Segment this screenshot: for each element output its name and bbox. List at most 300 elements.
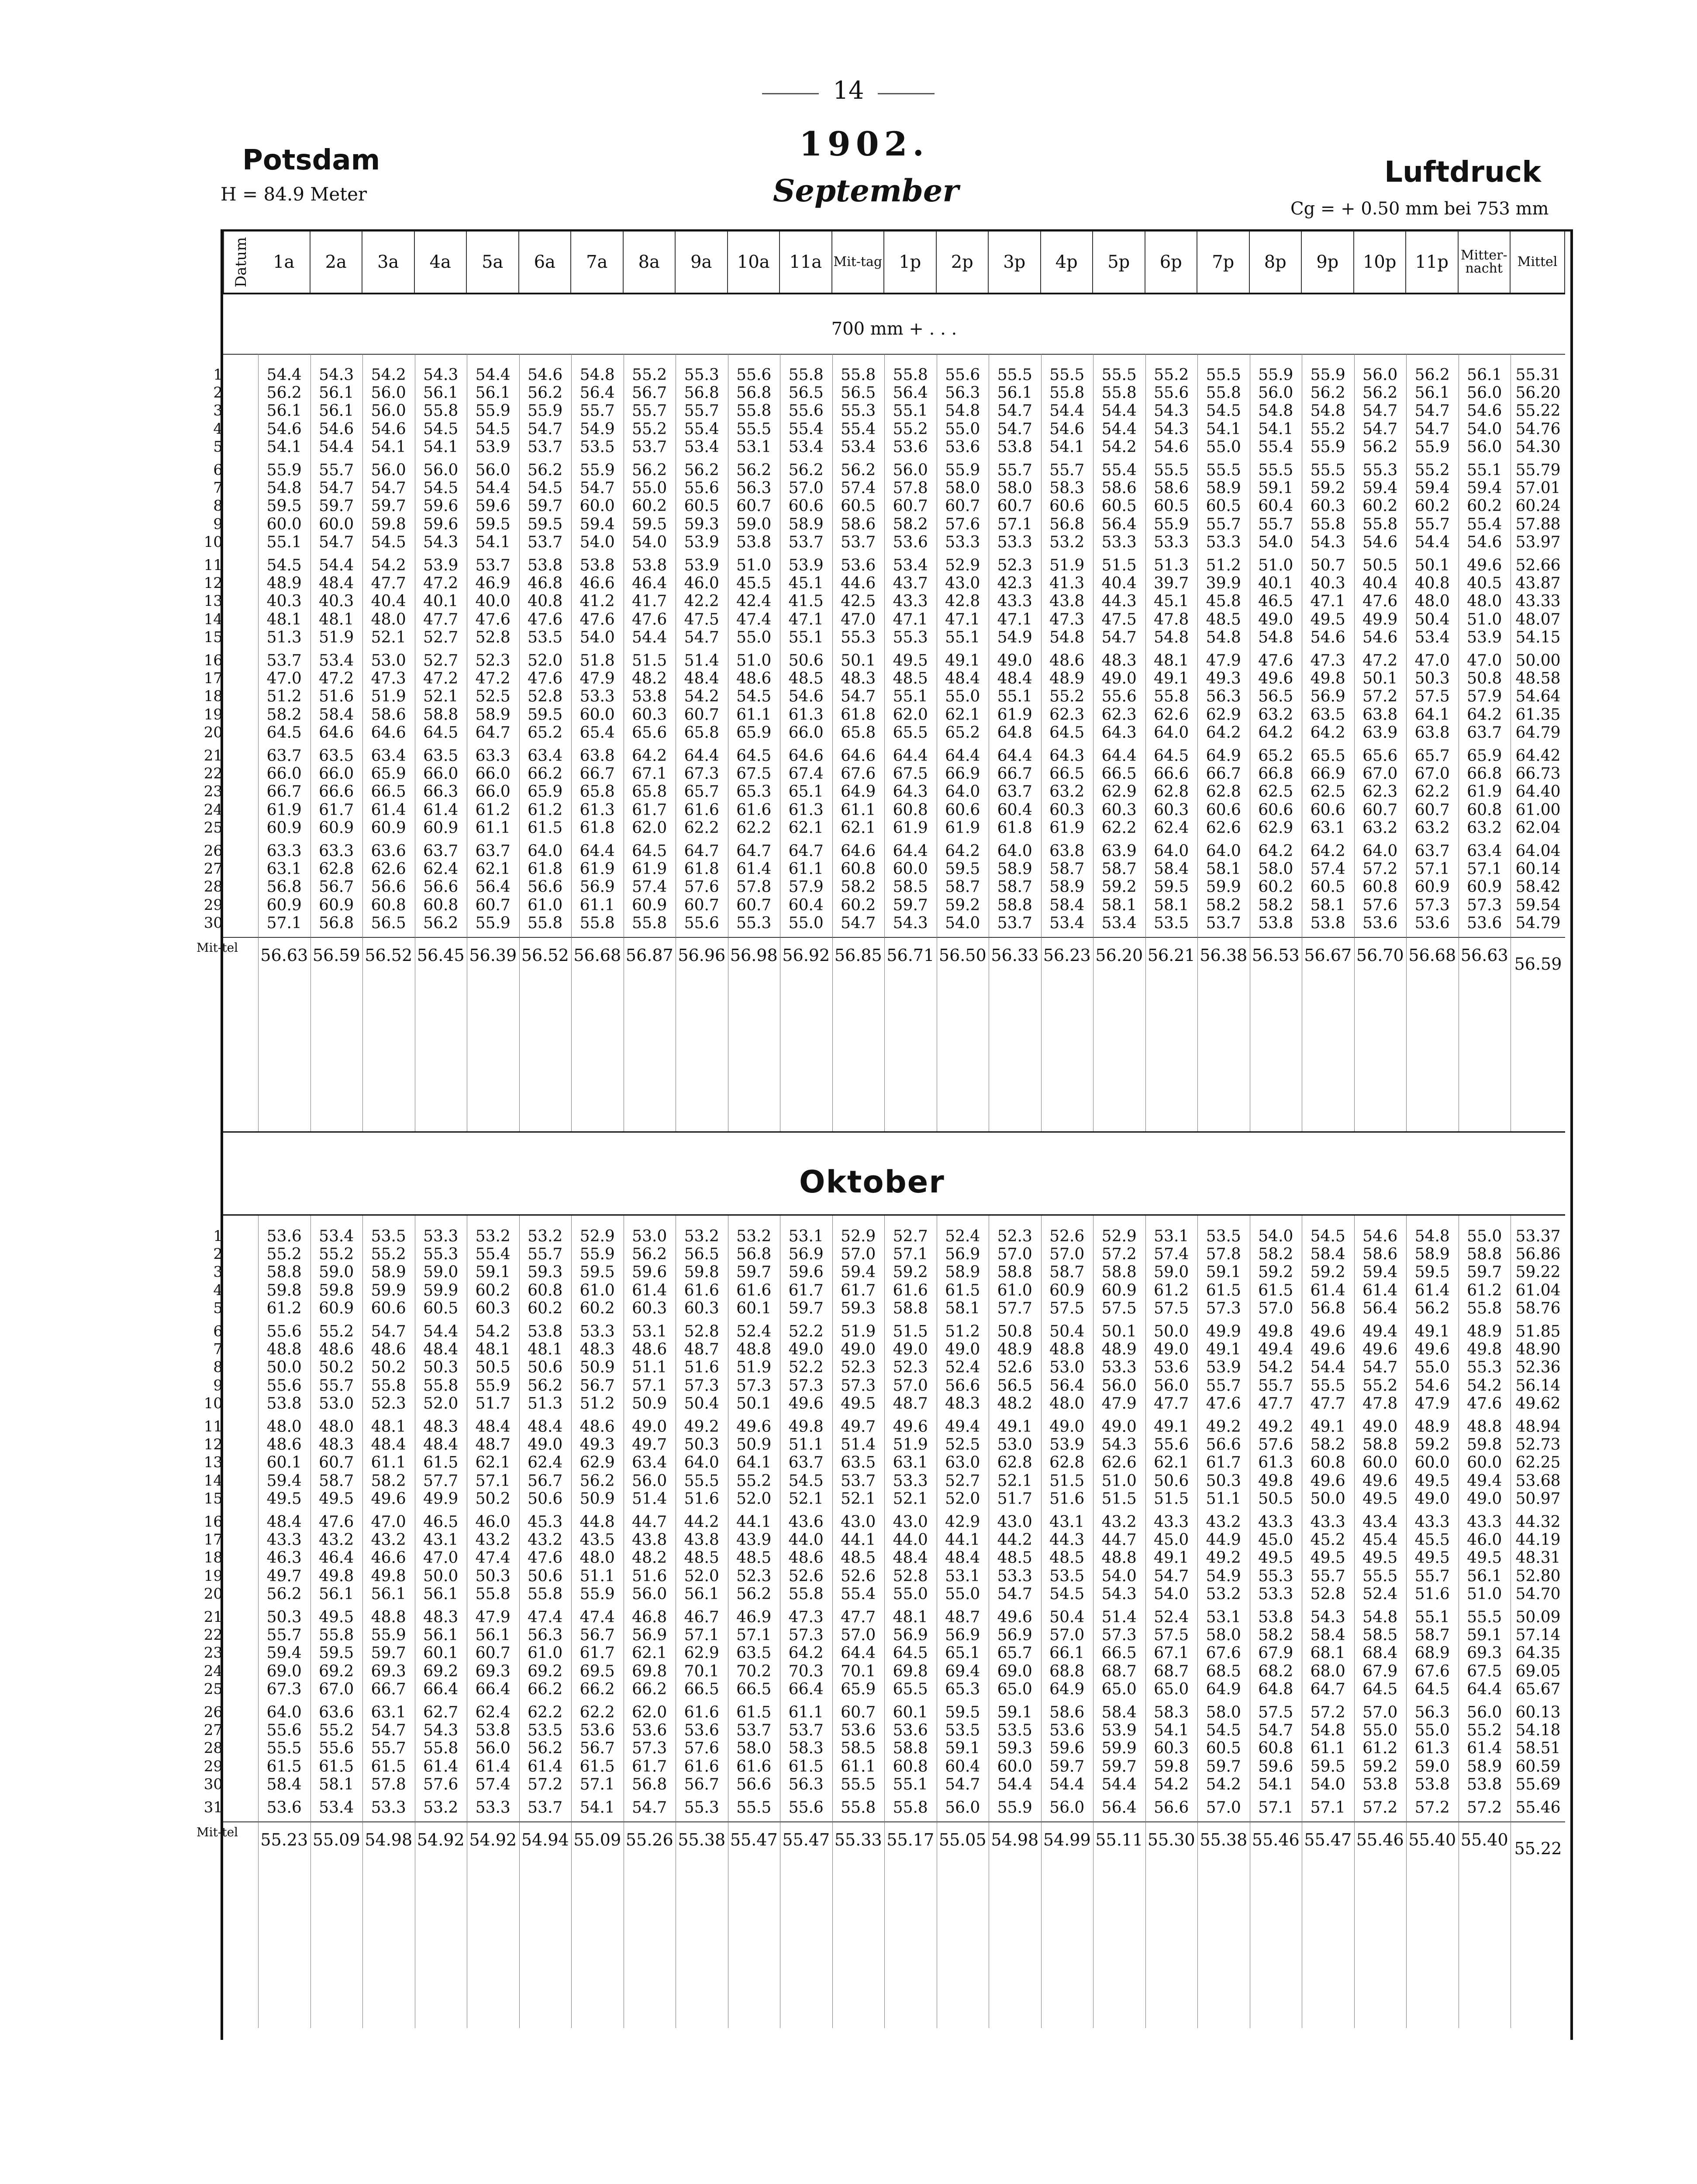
hourly-value: 59.7 [1467,1263,1502,1282]
hourly-value: 47.1 [893,610,928,629]
hourly-value: 55.2 [319,1323,354,1341]
hourly-value: 55.8 [528,1585,563,1603]
hourly-value: 52.3 [997,1227,1032,1245]
hourly-value: 55.7 [997,461,1032,479]
hourly-value: 46.6 [371,1549,406,1567]
hourly-value: 58.4 [1049,896,1085,914]
hourly-value: 68.1 [1310,1644,1345,1662]
hourly-value: 51.4 [1101,1608,1137,1626]
daily-mean: 55.22 [1515,402,1561,420]
hourly-value: 55.6 [1154,1436,1189,1454]
day-number: 23 [204,783,223,801]
hourly-value: 48.3 [319,1436,354,1454]
hourly-value: 56.9 [945,1626,980,1645]
hourly-value: 60.8 [841,860,876,878]
hourly-mean: 55.26 [625,1830,673,1849]
table-row [0,366,1697,384]
hourly-value: 52.5 [475,688,510,706]
hourly-value: 51.9 [371,688,406,706]
hourly-value: 53.8 [736,533,772,551]
hourly-value: 54.7 [632,1799,667,1817]
station-name: Potsdam [242,144,380,176]
hourly-value: 54.7 [1362,1358,1398,1377]
hourly-value: 61.1 [1310,1739,1345,1758]
hourly-value: 57.0 [893,1376,928,1395]
table-row [0,1513,1697,1531]
hourly-value: 56.2 [528,384,563,402]
hourly-value: 58.0 [1258,860,1293,878]
daily-mean: 51.85 [1515,1323,1561,1341]
hourly-value: 61.8 [528,860,563,878]
hourly-value: 60.5 [423,1299,459,1317]
hourly-value: 56.9 [1310,688,1345,706]
hourly-value: 53.7 [528,438,563,456]
hourly-value: 55.8 [371,1376,406,1395]
hourly-value: 49.4 [1258,1341,1293,1359]
hourly-value: 48.0 [1414,592,1450,611]
hourly-value: 60.7 [736,896,772,914]
hourly-value: 52.6 [997,1358,1032,1377]
hourly-value: 56.6 [945,1376,980,1395]
hourly-value: 55.0 [632,479,667,498]
hourly-value: 50.6 [528,1489,563,1508]
hourly-value: 60.3 [632,1299,667,1317]
table-row [0,860,1697,878]
hourly-value: 53.7 [528,533,563,551]
hourly-value: 53.5 [371,1227,406,1245]
hourly-value: 47.7 [1310,1394,1345,1413]
hourly-value: 63.5 [736,1644,772,1662]
hourly-value: 59.5 [319,1644,354,1662]
hourly-value: 55.0 [1362,1721,1398,1740]
hourly-value: 56.8 [1049,515,1085,533]
hourly-value: 57.5 [1049,1299,1085,1317]
hourly-value: 67.4 [788,765,824,783]
hourly-value: 58.1 [1154,896,1189,914]
hourly-value: 56.2 [266,1585,302,1603]
hourly-mean: 56.87 [625,945,673,965]
hourly-value: 55.2 [736,1472,772,1490]
hourly-value: 52.4 [945,1227,980,1245]
hourly-value: 47.2 [423,574,459,593]
hourly-value: 56.1 [1467,366,1502,384]
hourly-value: 52.7 [945,1472,980,1490]
hourly-value: 55.0 [1414,1358,1450,1377]
hourly-value: 54.6 [528,366,563,384]
day-number: 16 [204,1513,223,1531]
hourly-value: 58.5 [893,878,928,896]
hourly-value: 54.0 [579,628,615,646]
hourly-value: 53.3 [893,1472,928,1490]
column-rule [832,1216,833,2028]
hourly-value: 47.8 [1154,610,1189,629]
table-row [0,896,1697,914]
hourly-value: 58.8 [1362,1436,1398,1454]
hourly-value: 47.5 [1101,610,1137,629]
day-number: 25 [204,1680,223,1698]
day-number: 19 [204,1567,223,1585]
hourly-value: 60.1 [423,1644,459,1662]
hourly-value: 54.9 [579,420,615,438]
hourly-value: 53.9 [1049,1436,1085,1454]
hourly-value: 58.6 [1154,479,1189,498]
hourly-value: 46.9 [736,1608,772,1626]
hourly-value: 59.5 [945,1704,980,1721]
hourly-value: 52.8 [893,1567,928,1585]
hourly-value: 55.5 [266,1739,302,1758]
hourly-value: 59.6 [423,497,459,515]
hourly-value: 54.8 [1414,1227,1450,1245]
hourly-value: 46.4 [632,574,667,593]
hourly-value: 54.0 [1258,533,1293,551]
hourly-value: 53.2 [736,1227,772,1245]
hourly-value: 56.0 [475,461,510,479]
hourly-value: 49.5 [1467,1549,1502,1567]
daily-mean: 64.35 [1515,1644,1561,1662]
day-number: 3 [213,402,223,420]
hourly-value: 54.7 [371,1323,406,1341]
daily-mean: 58.76 [1515,1299,1561,1317]
hourly-value: 43.8 [632,1531,667,1549]
hourly-value: 59.0 [1414,1757,1450,1776]
hourly-value: 62.6 [371,860,406,878]
hourly-value: 57.7 [997,1299,1032,1317]
hourly-value: 62.6 [1101,1454,1137,1472]
hourly-value: 55.8 [423,1739,459,1758]
hourly-value: 61.8 [684,860,719,878]
hourly-value: 54.5 [371,533,406,551]
hourly-value: 51.3 [528,1394,563,1413]
hourly-mean: 56.63 [260,945,308,965]
hourly-value: 66.7 [266,783,302,801]
hourly-value: 65.8 [632,783,667,801]
hourly-value: 60.3 [1310,497,1345,515]
daily-mean: 69.05 [1515,1662,1561,1680]
hourly-value: 54.6 [1414,1376,1450,1395]
hourly-value: 70.1 [684,1662,719,1680]
daily-mean: 64.40 [1515,783,1561,801]
hourly-value: 54.3 [423,366,459,384]
hourly-value: 55.4 [841,1585,876,1603]
hourly-value: 59.2 [1414,1436,1450,1454]
table-row [0,592,1697,610]
header-hour: 8a [624,232,676,293]
hourly-value: 55.7 [1258,1376,1293,1395]
hourly-value: 64.1 [1414,705,1450,724]
hourly-value: 54.8 [1049,628,1085,646]
hourly-value: 43.2 [1206,1513,1241,1531]
hourly-value: 59.6 [632,1263,667,1282]
hourly-value: 54.3 [1154,402,1189,420]
hourly-value: 58.9 [1467,1757,1502,1776]
hourly-value: 59.4 [1362,1263,1398,1282]
hourly-value: 55.8 [841,1799,876,1817]
hourly-value: 50.0 [1310,1489,1345,1508]
hourly-value: 67.9 [1258,1644,1293,1662]
hourly-value: 68.2 [1258,1662,1293,1680]
hourly-value: 66.0 [319,765,354,783]
hourly-value: 63.7 [475,842,510,860]
hourly-value: 59.4 [841,1263,876,1282]
hourly-mean: 55.33 [834,1830,882,1849]
hourly-value: 48.8 [1467,1418,1502,1436]
hourly-mean: 56.53 [1252,945,1300,965]
hourly-value: 47.6 [579,610,615,629]
hourly-value: 58.7 [319,1472,354,1490]
table-row [0,878,1697,896]
hourly-value: 55.7 [1310,1567,1345,1585]
hourly-value: 47.5 [684,610,719,629]
hourly-value: 45.0 [1258,1531,1293,1549]
hourly-value: 67.9 [1362,1662,1398,1680]
hourly-value: 55.8 [319,1626,354,1645]
hourly-value: 61.4 [1362,1281,1398,1299]
hourly-value: 60.1 [736,1299,772,1317]
hourly-value: 48.4 [319,574,354,593]
hourly-value: 57.2 [1362,1799,1398,1817]
hourly-value: 56.2 [736,1585,772,1603]
hourly-value: 61.3 [788,801,824,819]
hourly-value: 53.4 [1101,914,1137,932]
hourly-value: 55.5 [841,1775,876,1794]
hourly-value: 59.9 [1206,878,1241,896]
hourly-value: 49.5 [841,1394,876,1413]
daily-mean: 50.00 [1515,652,1561,670]
hourly-value: 60.7 [1414,801,1450,819]
hourly-value: 57.1 [1467,860,1502,878]
hourly-value: 48.0 [319,1418,354,1436]
hourly-value: 64.2 [788,1644,824,1662]
hourly-value: 54.4 [1049,402,1085,420]
hourly-value: 53.6 [945,438,980,456]
hourly-value: 59.8 [1467,1436,1502,1454]
hourly-value: 54.3 [893,914,928,932]
hourly-value: 56.6 [1154,1799,1189,1817]
hourly-value: 47.9 [475,1608,510,1626]
hourly-value: 50.7 [1310,556,1345,574]
hourly-value: 58.7 [1049,860,1085,878]
hourly-value: 57.3 [1101,1626,1137,1645]
hourly-value: 63.2 [1049,783,1085,801]
station-height: H = 84.9 Meter [221,183,367,205]
hourly-value: 57.5 [1414,688,1450,706]
hourly-value: 53.7 [632,438,667,456]
hourly-value: 60.6 [1206,801,1241,819]
hourly-value: 53.4 [788,438,824,456]
hourly-mean: 56.98 [730,945,778,965]
day-number: 23 [204,1644,223,1662]
hourly-value: 57.8 [371,1775,406,1794]
daily-mean: 55.31 [1515,366,1561,384]
hourly-value: 62.2 [528,1704,563,1721]
hourly-value: 56.7 [528,1472,563,1490]
hourly-value: 51.6 [684,1358,719,1377]
table-row [0,1395,1697,1413]
hourly-value: 55.2 [893,420,928,438]
hourly-value: 43.3 [266,1531,302,1549]
hourly-value: 43.3 [1414,1513,1450,1531]
header-hour: 6a [519,232,572,293]
hourly-value: 61.3 [579,801,615,819]
hourly-value: 47.4 [736,610,772,629]
table-row [0,1776,1697,1794]
hourly-value: 66.4 [788,1680,824,1698]
hourly-value: 53.5 [945,1721,980,1740]
hourly-value: 54.5 [1206,1721,1241,1740]
hourly-value: 59.1 [1258,479,1293,498]
hourly-value: 55.3 [841,628,876,646]
hourly-value: 48.1 [266,610,302,629]
hourly-value: 53.7 [736,1721,772,1740]
hourly-value: 60.8 [1362,878,1398,896]
daily-mean: 53.97 [1515,533,1561,551]
hourly-mean: 54.98 [991,1830,1039,1849]
hourly-value: 63.2 [1362,819,1398,837]
monthly-mean-row [0,1826,1697,1856]
hourly-value: 49.0 [893,1341,928,1359]
hourly-value: 64.5 [893,1644,928,1662]
hourly-value: 58.2 [1310,1436,1345,1454]
hourly-value: 65.5 [1310,747,1345,765]
hourly-value: 61.7 [1206,1454,1241,1472]
daily-mean: 53.68 [1515,1472,1561,1490]
section-divider-bottom [223,1214,1565,1216]
hourly-value: 49.0 [1414,1489,1450,1508]
hourly-value: 55.5 [1206,461,1241,479]
hourly-value: 48.9 [1467,1323,1502,1341]
hourly-value: 55.9 [1154,515,1189,533]
hourly-value: 61.3 [788,705,824,724]
daily-mean: 55.79 [1515,461,1561,479]
hourly-mean: 55.09 [312,1830,360,1849]
header-hour: Mitter-nacht [1459,232,1511,293]
hourly-value: 49.7 [841,1418,876,1436]
hourly-value: 55.8 [579,914,615,932]
daily-mean: 54.79 [1515,914,1561,932]
hourly-value: 51.5 [632,652,667,670]
hourly-value: 56.8 [266,878,302,896]
hourly-value: 50.6 [528,1567,563,1585]
hourly-value: 55.0 [736,628,772,646]
hourly-value: 54.2 [371,556,406,574]
hourly-value: 48.6 [1049,652,1085,670]
hourly-value: 44.0 [788,1531,824,1549]
hourly-value: 69.3 [371,1662,406,1680]
hourly-value: 46.9 [475,574,510,593]
hourly-value: 48.4 [997,670,1032,688]
hourly-value: 61.1 [475,819,510,837]
hourly-value: 61.5 [736,1704,772,1721]
day-number: 18 [204,1549,223,1567]
hourly-value: 56.0 [632,1472,667,1490]
hourly-value: 56.4 [1049,1376,1085,1395]
hourly-value: 50.6 [528,1358,563,1377]
hourly-value: 64.7 [736,842,772,860]
hourly-value: 63.3 [475,747,510,765]
hourly-value: 64.8 [1258,1680,1293,1698]
hourly-value: 58.0 [997,479,1032,498]
hourly-value: 49.0 [788,1341,824,1359]
hourly-value: 59.3 [997,1739,1032,1758]
daily-mean: 60.13 [1515,1704,1561,1721]
hourly-value: 47.0 [371,1513,406,1531]
hourly-value: 64.4 [684,747,719,765]
hourly-value: 61.5 [266,1757,302,1776]
hourly-value: 51.4 [841,1436,876,1454]
hourly-value: 47.6 [632,610,667,629]
hourly-value: 61.9 [945,819,980,837]
hourly-value: 58.3 [1154,1704,1189,1721]
hourly-value: 50.0 [423,1567,459,1585]
hourly-value: 54.1 [1206,420,1241,438]
hourly-value: 59.8 [319,1281,354,1299]
hourly-value: 47.6 [319,1513,354,1531]
hourly-value: 53.4 [319,1227,354,1245]
hourly-value: 47.3 [788,1608,824,1626]
day-number: 2 [213,1245,223,1263]
day-number: 5 [213,1299,223,1317]
hourly-value: 61.0 [579,1281,615,1299]
hourly-value: 51.0 [736,652,772,670]
hourly-mean: 56.23 [1043,945,1091,965]
hourly-value: 50.9 [579,1489,615,1508]
hourly-value: 56.2 [684,461,719,479]
hourly-value: 59.4 [266,1644,302,1662]
hourly-value: 50.1 [841,652,876,670]
hourly-value: 63.8 [1414,723,1450,742]
hourly-value: 67.5 [1467,1662,1502,1680]
day-number: 6 [213,461,223,479]
daily-mean: 54.76 [1515,420,1561,438]
hourly-value: 47.7 [1258,1394,1293,1413]
hourly-value: 52.4 [1362,1585,1398,1603]
hourly-value: 60.8 [1467,801,1502,819]
hourly-value: 59.7 [528,497,563,515]
hourly-value: 49.0 [1101,1418,1137,1436]
hourly-mean: 55.47 [730,1830,778,1849]
hourly-value: 66.0 [788,723,824,742]
column-rule [884,1216,885,2028]
hourly-value: 47.6 [528,670,563,688]
hourly-value: 40.1 [1258,574,1293,593]
column-rule [1145,354,1146,1131]
hourly-value: 58.8 [997,1263,1032,1282]
hourly-value: 54.7 [997,402,1032,420]
hourly-value: 54.5 [475,420,510,438]
hourly-value: 55.9 [945,461,980,479]
hourly-value: 57.2 [528,1775,563,1794]
hourly-value: 49.5 [1362,1549,1398,1567]
hourly-value: 48.5 [1206,610,1241,629]
hourly-value: 58.1 [945,1299,980,1317]
hourly-value: 60.8 [423,896,459,914]
hourly-value: 49.1 [997,1418,1032,1436]
hourly-value: 54.3 [1310,1608,1345,1626]
hourly-value: 56.1 [423,1626,459,1645]
hourly-value: 53.8 [997,438,1032,456]
hourly-value: 53.7 [841,533,876,551]
hourly-value: 54.2 [1467,1376,1502,1395]
hourly-value: 51.6 [1049,1489,1085,1508]
hourly-value: 47.2 [1362,652,1398,670]
hourly-value: 60.4 [997,801,1032,819]
hourly-mean: 56.70 [1356,945,1404,965]
hourly-value: 55.9 [579,1245,615,1264]
hourly-value: 60.6 [788,497,824,515]
hourly-value: 55.5 [1101,366,1137,384]
hourly-value: 48.5 [841,1549,876,1567]
hourly-value: 54.1 [1258,420,1293,438]
